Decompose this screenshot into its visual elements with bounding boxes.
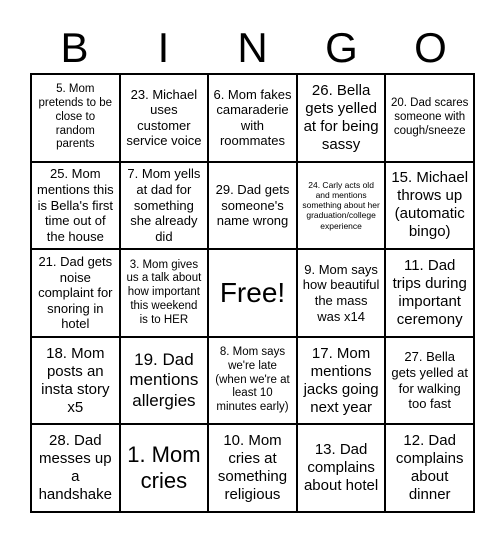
- bingo-header: [30, 24, 475, 72]
- bingo-cell-r1c3[interactable]: 6. Mom fakes camaraderie with roommates: [208, 74, 297, 162]
- bingo-cell-r4c2[interactable]: 19. Dad mentions allergies: [120, 337, 209, 425]
- bingo-cell-r2c5[interactable]: 15. Michael throws up (automatic bingo): [385, 162, 474, 250]
- bingo-cell-r2c3[interactable]: 29. Dad gets someone's name wrong: [208, 162, 297, 250]
- header-letter-b: B: [60, 24, 89, 71]
- bingo-cell-r5c5[interactable]: 12. Dad complains about dinner: [385, 424, 474, 512]
- bingo-cell-r3c4[interactable]: 9. Mom says how beautiful the mass was x14: [297, 249, 386, 337]
- bingo-cell-r1c4[interactable]: 26. Bella gets yelled at for being sassy: [297, 74, 386, 162]
- bingo-cell-r4c1[interactable]: 18. Mom posts an insta story x5: [31, 337, 120, 425]
- bingo-cell-r4c3[interactable]: 8. Mom says we're late (when we're at least 10 minutes early): [208, 337, 297, 425]
- bingo-cell-r4c4[interactable]: 17. Mom mentions jacks going next year: [297, 337, 386, 425]
- bingo-cell-r2c1[interactable]: 25. Mom mentions this is Bella's first time out of the house: [31, 162, 120, 250]
- bingo-cell-r5c2[interactable]: 1. Mom cries: [120, 424, 209, 512]
- bingo-cell-r2c4[interactable]: 24. Carly acts old and mentions something about her graduation/college experience: [297, 162, 386, 250]
- header-letter-i: I: [157, 24, 170, 71]
- bingo-cell-r1c2[interactable]: 23. Michael uses customer service voice: [120, 74, 209, 162]
- header-letter-n: N: [237, 24, 268, 71]
- bingo-cell-r4c5[interactable]: 27. Bella gets yelled at for walking too fast: [385, 337, 474, 425]
- bingo-cell-r2c2[interactable]: 7. Mom yells at dad for something she already did: [120, 162, 209, 250]
- bingo-cell-r5c4[interactable]: 13. Dad complains about hotel: [297, 424, 386, 512]
- header-letter-o: O: [414, 24, 447, 71]
- bingo-grid: [30, 73, 475, 513]
- bingo-cell-r3c5[interactable]: 11. Dad trips during important ceremony: [385, 249, 474, 337]
- bingo-cell-r5c3[interactable]: 10. Mom cries at something religious: [208, 424, 297, 512]
- bingo-cell-free[interactable]: Free!: [208, 249, 297, 337]
- bingo-cell-r3c1[interactable]: 21. Dad gets noise complaint for snoring in hotel: [31, 249, 120, 337]
- header-letter-g: G: [325, 24, 358, 71]
- bingo-cell-r5c1[interactable]: 28. Dad messes up a handshake: [31, 424, 120, 512]
- bingo-cell-r1c5[interactable]: 20. Dad scares someone with cough/sneeze: [385, 74, 474, 162]
- bingo-cell-r3c2[interactable]: 3. Mom gives us a talk about how important this weekend is to HER: [120, 249, 209, 337]
- bingo-cell-r1c1[interactable]: 5. Mom pretends to be close to random parents: [31, 74, 120, 162]
